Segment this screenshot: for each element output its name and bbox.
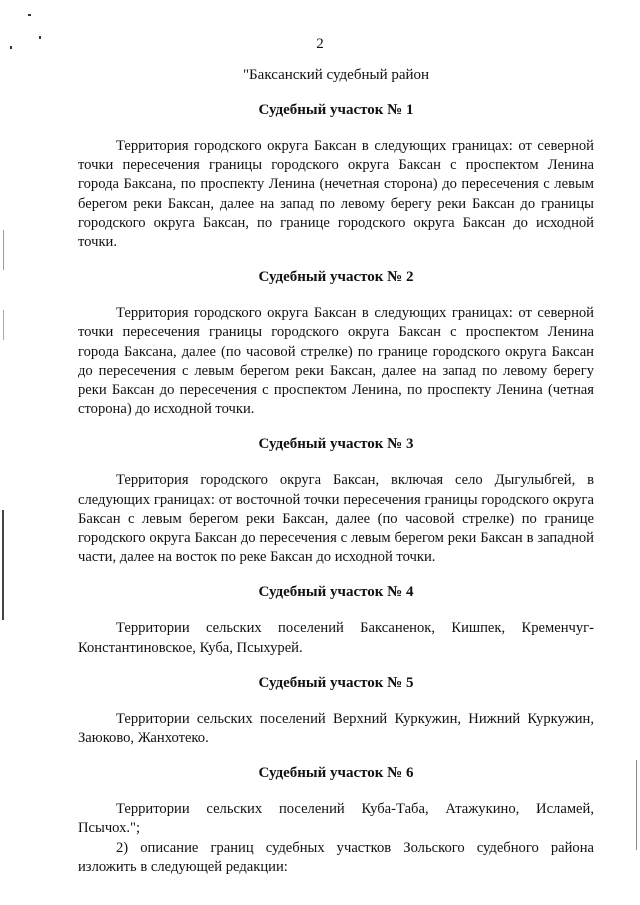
section-title: Судебный участок № 5 — [258, 674, 414, 691]
scan-artifact-line — [2, 510, 4, 620]
section-title: Судебный участок № 1 — [258, 102, 414, 118]
section-text: Территория городского округа Баксан в следующих границах: от северной точки пересечения границы городского округа Баксан с проспектом Ленина города Баксана, по проспекту Ленина (нечетная сторона) до пересечения с левым берегом реки Баксан, далее на запад по левому берегу реки Баксан до границы городского округа Баксан, по границе городского округа Баксан до исходной точки. — [78, 138, 594, 251]
section-title: Судебный участок № 4 — [258, 584, 414, 601]
scan-artifact-line — [636, 760, 637, 850]
section-title: Судебный участок № 3 — [258, 436, 414, 453]
section-text: Территории сельских поселений Верхний Куркужин, Нижний Куркужин, Заюково, Жанхотеко. — [78, 710, 594, 747]
closing-paragraph: 2) описание границ судебных участков Зольского судебного района изложить в следующей редакции: — [78, 839, 594, 875]
section-title: Судебный участок № 6 — [258, 765, 414, 782]
scan-artifact-line — [3, 230, 4, 270]
section-text: Территория городского округа Баксан, включая село Дыгулыбгей, в следующих границах: от восточной точки пересечения границы городского округа Баксан с левым берегом реки Баксан, далее (по часовой стрелке) по границе городского округа Баксан до пересечения с левым берегом реки Баксан в западной части, далее на восток по реке Баксан до исходной точки. — [78, 472, 594, 566]
district-title: "Баксанский судебный район — [242, 67, 430, 83]
section-text: Территории сельских поселений Баксаненок, Кишпек, Кременчуг-Константиновское, Куба, Псыхурей. — [78, 620, 594, 656]
page-number: 2 — [316, 36, 324, 52]
section-text: Территория городского округа Баксан в следующих границах: от северной точки пересечения границы городского округа Баксан с проспектом Ленина города Баксана, далее (по часовой стрелке) по границе городского округа Баксан до пересечения с левым берегом реки Баксан, далее на запад по левому берегу реки Баксан до пересечения с проспектом Ленина, по проспекту Ленина (четная сторона) до исходной точки. — [78, 305, 594, 418]
scan-artifact-line — [3, 310, 4, 340]
document-body — [78, 66, 594, 893]
scan-artifact-mark — [28, 14, 31, 16]
section-text: Территории сельских поселений Куба-Таба, Атажукино, Исламей, Псычох."; — [78, 801, 594, 837]
section-title: Судебный участок № 2 — [258, 269, 414, 286]
